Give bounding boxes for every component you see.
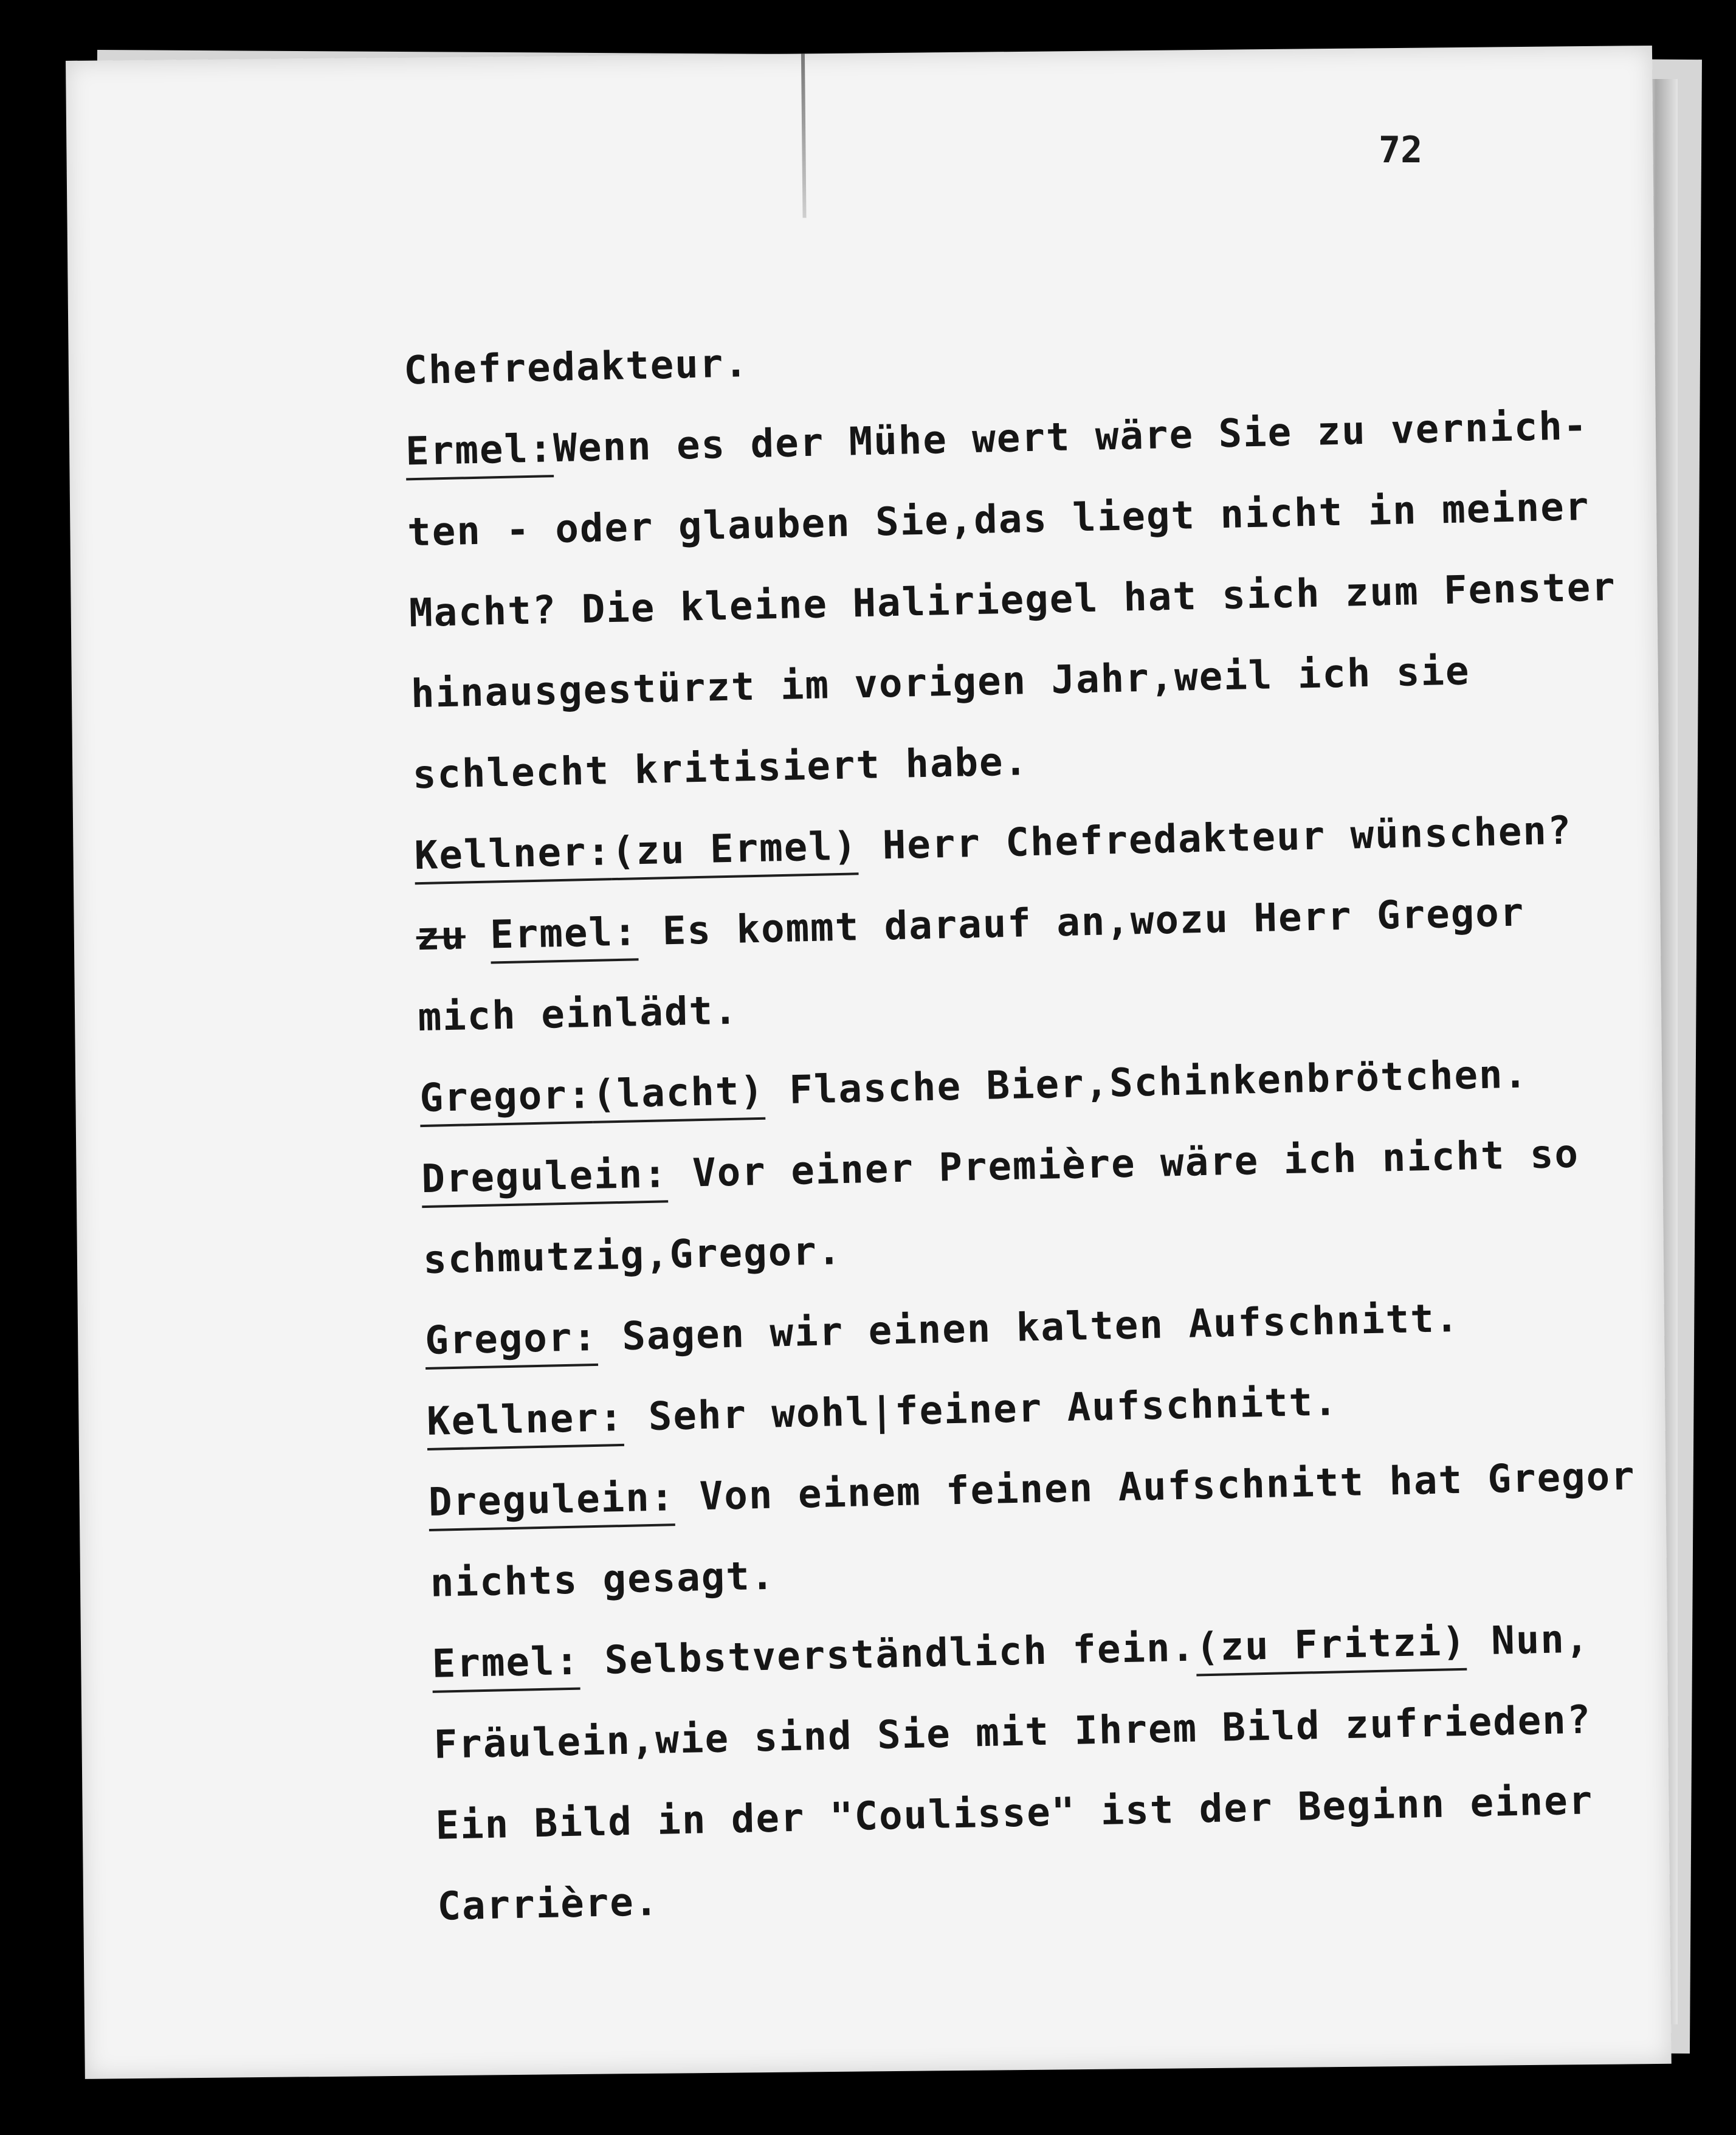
line-text: hinausgestürzt im vorigen Jahr,weil ich sie bbox=[410, 649, 1471, 717]
line-text: schmutzig,Gregor. bbox=[422, 1229, 843, 1283]
line-text: Sehr wohl|feiner Aufschnitt. bbox=[623, 1379, 1339, 1440]
speaker-name: Ermel: bbox=[489, 906, 638, 964]
line-text: Herr Chefredakteur wünschen? bbox=[857, 808, 1573, 869]
speaker-name: Kellner: bbox=[414, 826, 612, 885]
line-text: Sagen wir einen kalten Aufschnitt. bbox=[597, 1295, 1460, 1360]
speaker-name: Dregulein: bbox=[428, 1471, 675, 1531]
speaker-name: Kellner: bbox=[426, 1392, 624, 1450]
page-number: 72 bbox=[1379, 129, 1423, 171]
struck-text: zu bbox=[415, 913, 466, 960]
line-text: Nun, bbox=[1466, 1616, 1591, 1664]
line-text: Carrière. bbox=[436, 1879, 660, 1930]
line-text: schlecht kritisiert habe. bbox=[412, 739, 1029, 798]
stage-direction: (lacht) bbox=[591, 1065, 765, 1123]
line-text: Vor einer Première wäre ich nicht so bbox=[667, 1131, 1580, 1197]
speaker-name: Gregor: bbox=[424, 1311, 598, 1370]
line-text: Flasche Bier,Schinkenbrötchen. bbox=[764, 1052, 1529, 1114]
speaker-name: Ermel: bbox=[405, 423, 554, 480]
line-text: Selbstverständlich fein. bbox=[579, 1625, 1196, 1684]
line-text: Fräulein,wie sind Sie mit Ihrem Bild zufrieden? bbox=[433, 1697, 1593, 1768]
speaker-name: Dregulein: bbox=[421, 1148, 669, 1208]
speaker-name: Ermel: bbox=[432, 1635, 580, 1693]
stage-direction: (zu Fritzi) bbox=[1195, 1616, 1467, 1677]
line-text: Macht? Die kleine Haliriegel hat sich zum Fenster bbox=[408, 565, 1617, 636]
line-text: nichts gesagt. bbox=[430, 1553, 776, 1606]
line-text: Von einem feinen Aufschnitt hat Gregor bbox=[674, 1454, 1636, 1520]
stage-direction: (zu Ermel) bbox=[611, 820, 858, 880]
line-text: Wenn es der Mühe wert wäre Sie zu vernich- bbox=[553, 403, 1589, 472]
speaker-name: Gregor: bbox=[419, 1069, 593, 1127]
line-text: Ein Bild in der "Coulisse" ist der Beginn einer bbox=[435, 1778, 1594, 1849]
line-text: Es kommt darauf an,wozu Herr Gregor bbox=[637, 890, 1526, 955]
line-text: Chefredakteur. bbox=[403, 341, 749, 394]
script-body bbox=[303, 222, 1693, 1930]
paper-tear bbox=[801, 53, 807, 218]
line-text: mich einlädt. bbox=[417, 988, 739, 1041]
line-text: ten - oder glauben Sie,das liegt nicht in meiner bbox=[407, 484, 1591, 556]
